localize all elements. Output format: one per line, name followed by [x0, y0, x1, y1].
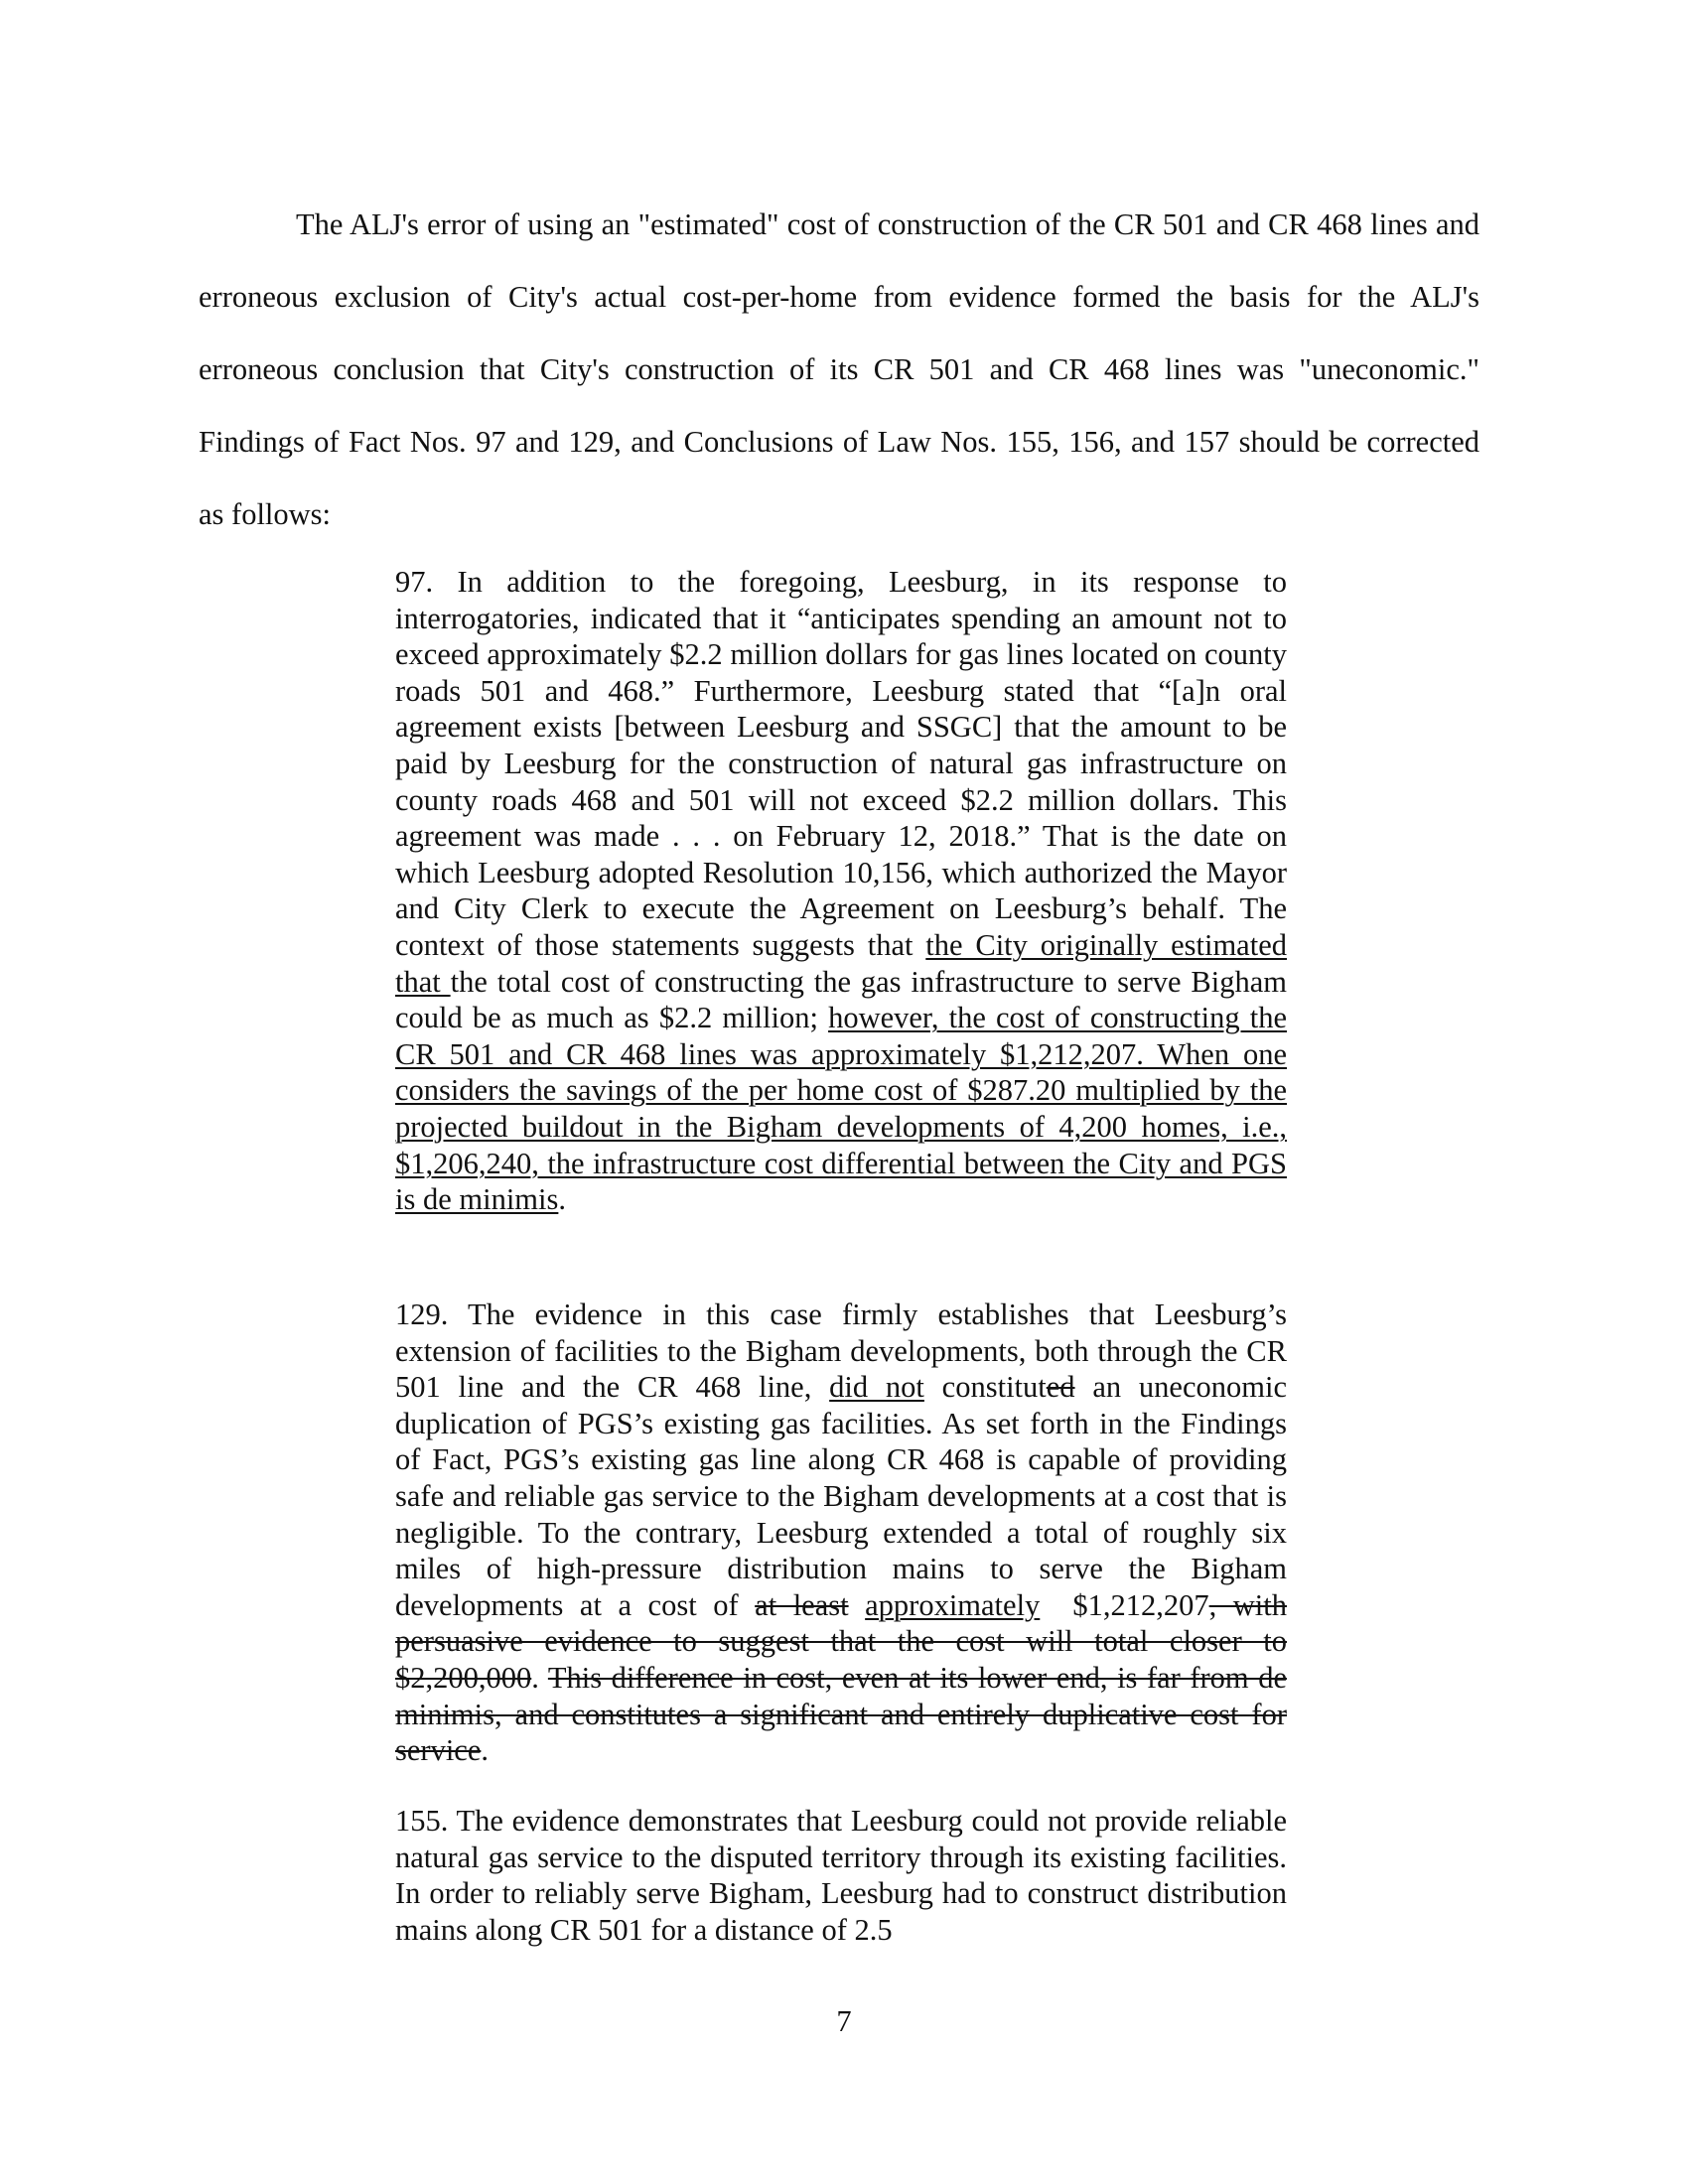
finding-129-text-6: .: [531, 1660, 548, 1695]
finding-129-insertion-2: approximately: [865, 1587, 1041, 1622]
finding-129-deletion-2: at least: [755, 1587, 849, 1622]
finding-97-insertion-2: however, the cost of constructing the CR 501 and CR 468 lines was approximately $1,212,207. When one considers the savings of the per home cost of $287.20 multiplied by the projected buildout in the Bigham developments of 4,200 homes, i.e., $1,206,240, the infrastructure cost differential between the City and PGS is de minimis: [395, 1001, 1287, 1217]
page-number: 7: [836, 2004, 852, 2038]
finding-97-text-1: 97. In addition to the foregoing, Leesburg, in its response to interrogatories, indicated that it “anticipates spending an amount not to exceed approximately $2.2 million dollars for gas lines located on county roads 501 and 468.” Furthermore, Leesburg stated that “[a]n oral agreement exists [between Leesburg and SSGC] that the amount to be paid by Leesburg for the construction of natural gas infrastructure on county roads 468 and 501 will not exceed $2.2 million dollars. This agreement was made . . . on February 12, 2018.” That is the date on which Leesburg adopted Resolution 10,156, which authorized the Mayor and City Clerk to execute the Agreement on Leesburg’s behalf. The context of those statements suggests that: [395, 565, 1287, 962]
intro-paragraph: The ALJ's error of using an "estimated" cost of construction of the CR 501 and CR 468 lines and erroneous exclusion of City's actual cost-per-home from evidence formed the basis for the ALJ's erroneous conclusion that City's construction of its CR 501 and CR 468 lines was "uneconomic." Findings of Fact Nos. 97 and 129, and Conclusions of Law Nos. 155, 156, and 157 should be corrected as follows:: [199, 207, 1479, 531]
conclusion-of-law-155: 155. The evidence demonstrates that Leesburg could not provide reliable natural gas service to the disputed territory through its existing facilities. In order to reliably serve Bigham, Leesburg had to construct distribution mains along CR 501 for a distance of 2.5: [395, 1804, 1287, 1947]
finding-129-deletion-4: This difference in cost, even at its lower end, is far from de minimis, and constitutes a significant and entirely duplicative cost for service: [395, 1660, 1287, 1768]
finding-129-deletion-3: , with persuasive evidence to suggest that the cost will total closer to $2,200,000: [395, 1587, 1287, 1695]
finding-129-text-4: [849, 1588, 866, 1622]
finding-97-insertion-1: the City originally estimated that: [395, 927, 1287, 999]
finding-129-text-3: an uneconomic duplication of PGS’s existing gas facilities. As set forth in the Findings of Fact, PGS’s existing gas line along CR 468 is capable of providing safe and reliable gas service to the Bigham developments at a cost that is negligible. To the contrary, Leesburg extended a total of roughly six miles of high-pressure distribution mains to serve the Bigham developments at a cost of: [395, 1370, 1287, 1622]
finding-129-text-2: constitut: [923, 1370, 1047, 1405]
finding-97-text-2: the total cost of constructing the gas infrastructure to serve Bigham could be as much as $2.2 million;: [395, 964, 1287, 1035]
finding-129-text-5: $1,212,207: [1040, 1587, 1209, 1622]
finding-of-fact-97: [395, 564, 1287, 1218]
finding-97-end: .: [558, 1182, 566, 1217]
finding-129-deletion-1: ed: [1046, 1370, 1075, 1405]
finding-129-insertion-1: did not: [829, 1370, 924, 1405]
finding-129-end: .: [481, 1733, 489, 1768]
finding-of-fact-129: [395, 1297, 1287, 1769]
finding-129-text-1: 129. The evidence in this case firmly establishes that Leesburg’s extension of facilities to the Bigham developments, both through the CR 501 line and the CR 468 line,: [395, 1297, 1287, 1405]
